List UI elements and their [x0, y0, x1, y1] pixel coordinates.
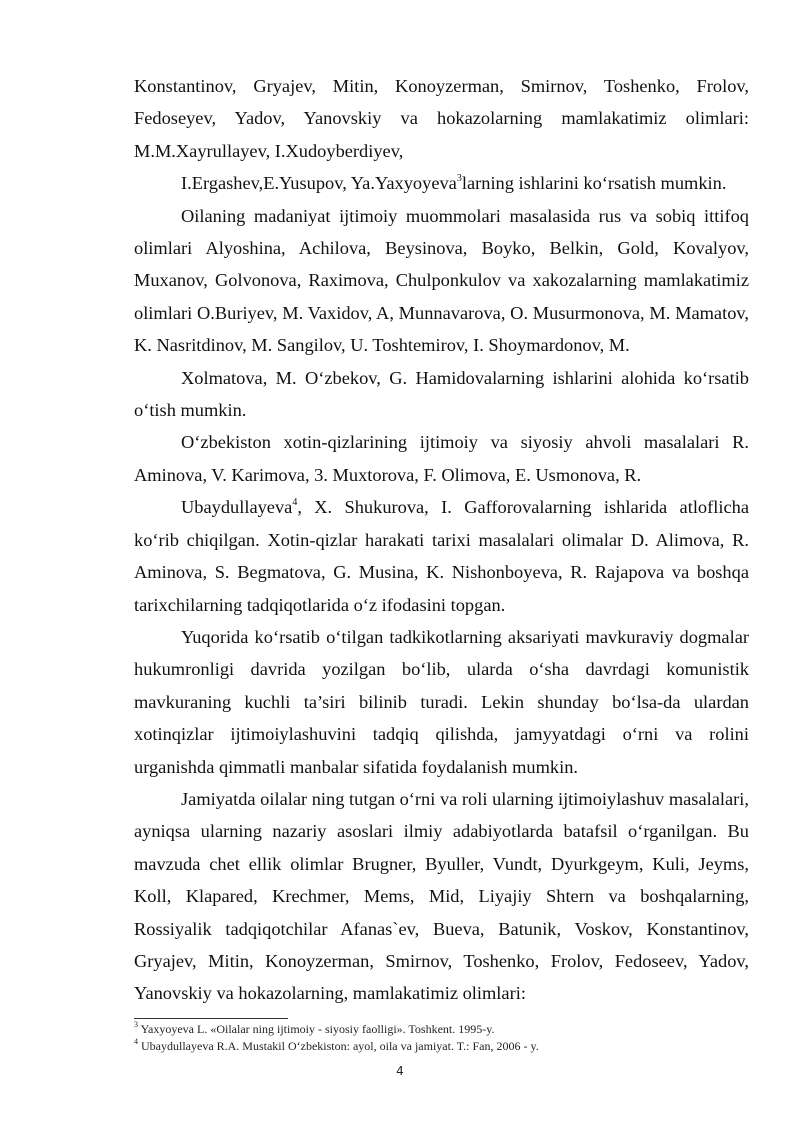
paragraph-7: Yuqorida ko‘rsatib o‘tilgan tadkikotlarning aksariyati mavkuraviy dogmalar hukumronligi davrida yozilgan bo‘lib, ularda o‘sha davrdagi komunistik mavkuraning kuchli ta’siri bilinib turadi. Lekin shunday bo‘lsa-da ulardan xotinqizlar ijtimoiylashuvini tadqiq qilishda, jamyyatdagi o‘rni va rolini urganishda qimmatli manbalar sifatida foydalanish mumkin. — [134, 626, 749, 777]
paragraph-2 — [134, 167, 749, 199]
footnote-4-mark: 4 — [134, 1037, 138, 1046]
paragraph-3: Oilaning madaniyat ijtimoiy muommolari masalasida rus va sobiq ittifoq olimlari Alyoshina, Achilova, Beysinova, Boyko, Belkin, Gold, Kovalyov, Muxanov, Golvonova, Raximova, Chulponkulov va xakozalarning mamlakatimiz olimlari O.Buriyev, M. Vaxidov, A, Munnavarova, O. Musurmonova, M. Mamatov, K. Nasritdinov, M. Sangilov, U. Toshtemirov, I. Shoymardonov, M. — [134, 205, 749, 356]
footnote-4 — [134, 1038, 749, 1055]
paragraph-2-text-start: I.Ergashev,E.Yusupov, Ya.Yaxyoyeva — [181, 173, 457, 194]
footnote-3-mark: 3 — [134, 1020, 138, 1029]
paragraph-6-text-end: , X. Shukurova, I. Gafforovalarning ishlarida atloflicha ko‘rib chiqilgan. Xotin-qizlar harakati tarixi masalalari olimalar D. Alimova, R. Aminova, S. Begmatova, G. Musina, K. Nishonboyeva, R. Rajapova va boshqa tarixchilarning tadqiqotlarida o‘z ifodasini topgan. — [134, 497, 749, 615]
footnote-separator — [134, 1018, 288, 1019]
paragraph-5: O‘zbekiston xotin-qizlarining ijtimoiy va siyosiy ahvoli masalalari R. Aminova, V. Karimova, 3. Muxtorova, F. Olimova, E. Usmonova, R. — [134, 432, 749, 485]
body-text — [134, 70, 749, 1010]
footnote-4-text: Ubaydullayeva R.A. Mustakil O‘zbekiston: ayol, oila va jamiyat. T.: Fan, 2006 - y. — [141, 1039, 539, 1053]
paragraph-1: Konstantinov, Gryajev, Mitin, Konoyzerman, Smirnov, Toshenko, Frolov, Fedoseyev, Yadov, Yanovskiy va hokazolarning mamlakatimiz olimlari: M.M.Xayrullayev, I.Xudoyberdiyev, — [134, 76, 749, 161]
footnotes — [134, 1021, 749, 1055]
footnote-ref-4[interactable]: 4 — [292, 497, 298, 509]
paragraph-8: Jamiyatda oilalar ning tutgan o‘rni va roli ularning ijtimoiylashuv masalalari, ayniqsa ularning nazariy asoslari ilmiy adabiyotlarda batafsil o‘rganilgan. Bu mavzuda chet ellik olimlar Brugner, Byuller, Vundt, Dyurkgeym, Kuli, Jeyms, Koll, Klapared, Krechmer, Mems, Mid, Liyajiy Shtern va boshqalarning, Rossiyalik tadqiqotchilar Afanas`ev, Bueva, Batunik, Voskov, Konstantinov, Gryajev, Mitin, Konoyzerman, Smirnov, Toshenko, Frolov, Fedoseev, Yadov, Yanovskiy va hokazolarning, mamlakatimiz olimlari: — [134, 788, 749, 1004]
footnote-ref-3[interactable]: 3 — [456, 173, 462, 185]
page-number: 4 — [396, 1064, 404, 1078]
paragraph-6-text-start: Ubaydullayeva — [181, 497, 293, 518]
footnote-3 — [134, 1021, 749, 1038]
paragraph-6 — [134, 491, 749, 621]
paragraph-2-text-end: larning ishlarini ko‘rsatish mumkin. — [461, 173, 727, 194]
paragraph-4: Xolmatova, M. O‘zbekov, G. Hamidovalarning ishlarini alohida ko‘rsatib o‘tish mumkin. — [134, 367, 749, 421]
footnote-3-text: Yaxyoyeva L. «Oilalar ning ijtimoiy - siyosiy faolligi». Toshkent. 1995-y. — [140, 1022, 495, 1036]
